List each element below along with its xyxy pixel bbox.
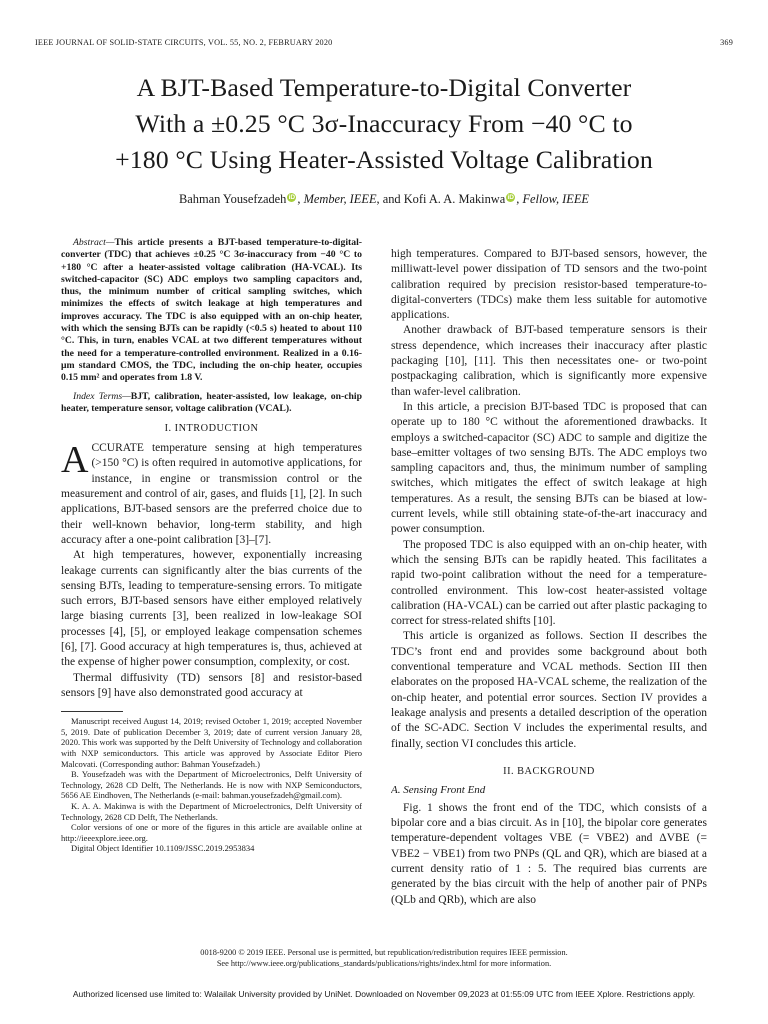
footnote-author-1: B. Yousefzadeh was with the Department of Microelectronics, Delft University of Technology, 2628 CD Delft, The Netherlands. He is now with NXP Semiconductors, 5656 AE Eindhoven, The Netherlands (e-mail: bahman.yousefzadeh@gmail.com). [61,769,362,801]
abstract-text: This article presents a BJT-based temperature-to-digital-converter (TDC) that achieves ±0.25 °C 3σ-inaccuracy from −40 °C to +180 °C after a heater-assisted voltage calibration (HA-VCAL). Its switched-capacitor (SC) ADC employs two sampling capacitors and, thus, the minimum number of critical sampling switches, which minimizes the effects of switch leakage at high temperatures and improves accuracy. The TDC is also equipped with an on-chip heater, with which the sensing BJTs can be rapidly (<0.5 s) heated to about 110 °C. This, in turn, enables VCAL at two different temperatures without the need for a temperature-controlled environment. Realized in a 0.16-μm standard CMOS, the TDC, including the on-chip heater, occupies 0.15 mm² and operates from 1.8 V. [61,237,362,384]
license-notice: Authorized licensed use limited to: Walailak University provided by UniNet. Downloaded on November 09,2023 at 01:55:09 UTC from IEEE Xplore. Restrictions apply. [72,989,696,999]
intro-paragraph-2: At high temperatures, however, exponentially increasing leakage currents can significantly alter the bias currents of the sensing BJTs, leading to temperature-sensing errors. To mitigate such errors, BJT-based sensors have either employed relatively large biasing currents [3], been realized in low-leakage SOI processes [4], [5], or employed leakage compensation schemes [6], [7]. Good accuracy at high temperatures is, thus, achieved at the expense of higher power consumption, complexity, or cost. [61,549,362,669]
index-terms [61,391,362,416]
author-line: Bahman Yousefzadeh iD , Member, IEEE, and Kofi A. A. Makinwa iD , Fellow, IEEE [179,192,589,206]
footnote-doi: Digital Object Identifier 10.1109/JSSC.2019.2953834 [71,843,255,854]
author-role-2: Fellow, IEEE [522,192,589,206]
right-paragraph-4: The proposed TDC is also equipped with an on-chip heater, with which the sensing BJTs can be rapidly heated. This facilitates a rapid two-point calibration without the need for a temperature-controlled environment. This low-cost heater-assisted voltage calibration (HA-VCAL) can be carried out after plastic packaging to correct for stress-related shifts [10]. [391,538,707,628]
abstract-label: Abstract— [73,237,115,248]
right-paragraph-5: This article is organized as follows. Section II describes the TDC’s front end and provides some background about both conventional temperature and VCAL methods. Section III then elaborates on the proposed HA-VCAL scheme, the realization of the on-chip heater, and potential error sources. Section IV provides a leakage analysis and presents a detailed description of the operation of the SC-ADC. Section V includes the experimental results, and finally, section VI concludes this article. [391,630,707,750]
copyright-notice [30,947,738,969]
copyright-line-2: See http://www.ieee.org/publications_standards/publications/rights/index.html for more information. [216,959,552,968]
right-paragraph-6: Fig. 1 shows the front end of the TDC, which consists of a bipolar core and a bias circuit. As in [10], the bipolar core generates temperature-dependent voltages VBE (= VBE2) and ΔVBE (= VBE2 − VBE1) from two PNPs (QL and QR), which are biased at a current density ratio of 1 : 5. The required bias currents are generated by the bias circuit with the help of another pair of PNPs (QLb and QRb), which are also [391,801,707,906]
section-heading-introduction: I. INTRODUCTION [164,423,259,435]
left-column [61,237,362,957]
page-number: 369 [720,38,733,47]
index-terms-text: BJT, calibration, heater-assisted, low leakage, on-chip heater, temperature sensor, voltage calibration (VCAL). [61,390,362,414]
abstract [61,237,362,385]
orcid-icon[interactable]: iD [507,194,514,201]
footnote-author-2: K. A. A. Makinwa is with the Department of Microelectronics, Delft University of Technology, 2628 CD Delft, The Netherlands. [61,800,362,822]
paper-title [20,70,748,178]
title-line-3: +180 °C Using Heater-Assisted Voltage Calibration [115,145,653,174]
intro-paragraph-1-text: CCURATE temperature sensing at high temperatures (>150 °C) is often required in automotive applications, for instance, in engine or transmission control or the measurement and control of air, gases, and fluids [1], [2]. In such applications, BJT-based sensors are the preferred choice due to their well-known behavior, long-term stability, and high accuracy after a one-point calibration [3]–[7]. [61,442,362,546]
author-name-2: Kofi A. A. Makinwa [403,192,506,206]
footnote-color-versions: Color versions of one or more of the figures in this article are available online at http://ieeexplore.ieee.org. [61,822,362,843]
right-paragraph-3: In this article, a precision BJT-based TDC is proposed that can operate up to 180 °C without the aforementioned drawbacks. It employs a switched-capacitor (SC) ADC to sample and digitize the base–emitter voltages of two sensing BJTs. The ADC employs two sampling capacitors and, thus, the minimum number of sampling switches, which mitigates the effect of switch leakage at high temperatures. As a result, the sensing BJTs can be biased at low-current levels, while still obtaining state-of-the-art inaccuracy and power consumption. [391,400,707,536]
right-paragraph-1: high temperatures. Compared to BJT-based sensors, however, the milliwatt-level power dissipation of TD sensors and the two-point calibration required by precision resistor-based temperature-to-digital-converters (TDCs) make them less suitable for automotive applications. [391,248,707,322]
author-role-1: Member, IEEE [303,192,377,206]
footnote-divider [61,711,123,712]
index-terms-label: Index Terms— [73,390,131,402]
copyright-line-1: 0018-9200 © 2019 IEEE. Personal use is permitted, but republication/redistribution requires IEEE permission. [200,948,568,957]
drop-cap: A [61,439,89,482]
title-line-2: With a ±0.25 °C 3σ-Inaccuracy From −40 °C to [135,109,633,138]
right-column [391,247,707,947]
title-line-1: A BJT-Based Temperature-to-Digital Converter [136,73,632,102]
section-heading-background: II. BACKGROUND [503,765,595,777]
footnote-manuscript: Manuscript received August 14, 2019; revised October 1, 2019; accepted November 5, 2019. Date of publication December 3, 2019; date of current version January 28, 2020. This work was supported by the Delft University of Technology and collaboration with NXP semiconductors. This article was approved by Associate Editor Piero Malcovati. (Corresponding author: Bahman Yousefzadeh.) [61,716,362,769]
subsection-heading-sensing-front-end: A. Sensing Front End [391,783,486,796]
right-paragraph-2: Another drawback of BJT-based temperature sensors is their stress dependence, which increases their inaccuracy after plastic packaging [10], [11]. This then necessitates one- or two-point postpackaging calibration, which is significantly more expensive than wafer-level calibration. [391,324,707,398]
running-header [35,38,733,50]
intro-paragraph-1 [61,441,362,548]
intro-paragraph-3: Thermal diffusivity (TD) sensors [8] and resistor-based sensors [9] have also demonstrated good accuracy at [61,671,362,699]
orcid-icon[interactable]: iD [288,194,296,201]
journal-name: IEEE JOURNAL OF SOLID-STATE CIRCUITS, VOL. 55, NO. 2, FEBRUARY 2020 [35,38,333,47]
author-name-1: Bahman Yousefzadeh [179,192,287,206]
author-connector: , and [376,192,404,206]
